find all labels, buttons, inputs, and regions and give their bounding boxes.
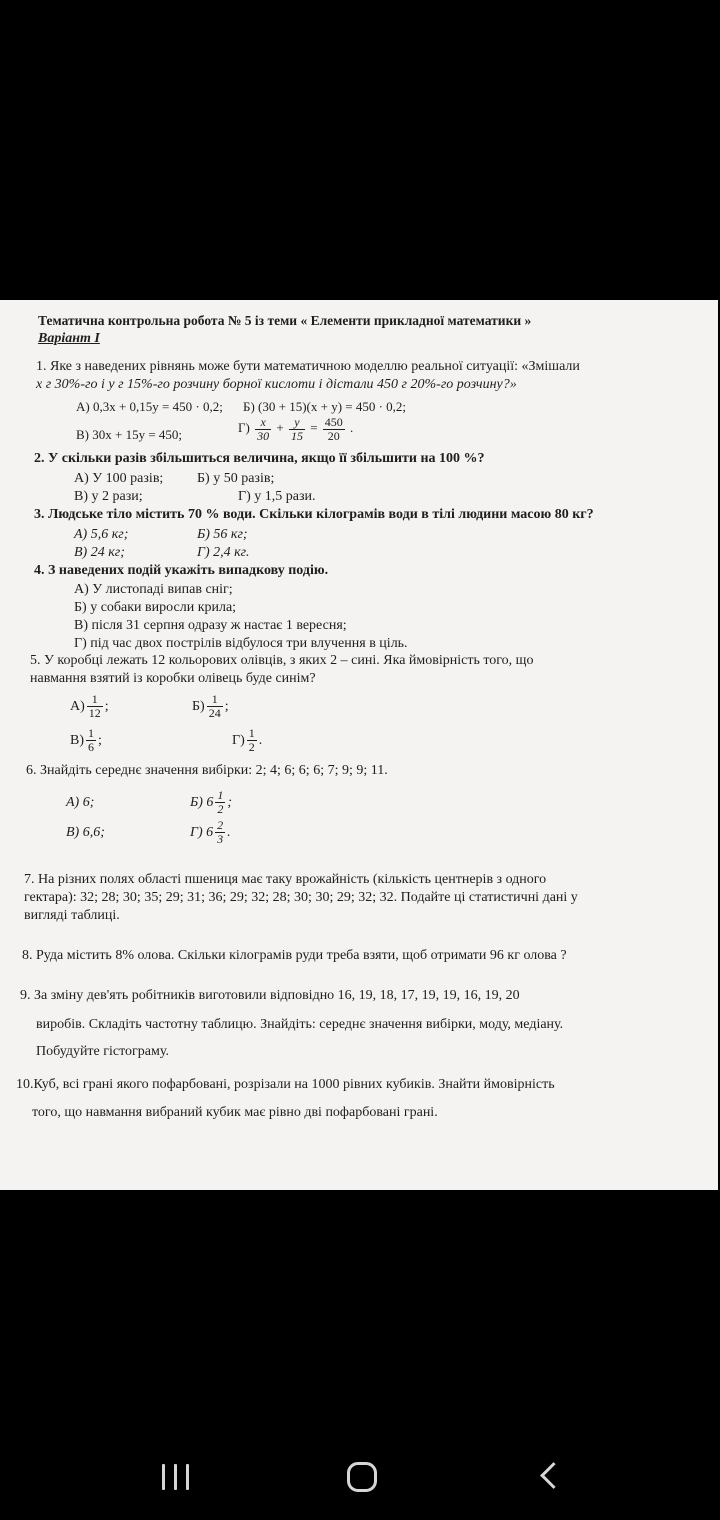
q5-g-fraction: $\frac{1}{2}$ — [248, 726, 255, 755]
q3-option-a: А) 5,6 кг; — [74, 527, 129, 542]
variant-label: Варіант І — [38, 331, 100, 346]
q5-option-b: Б) $\frac{1}{24}$ ; — [192, 692, 229, 721]
q9-text-line2: виробів. Складіть частотну таблицю. Знайдіть: середнє значення вибірки, моду, медіану. — [36, 1017, 564, 1032]
q2-text: 2. У скільки разів збільшиться величина, якщо її збільшити на 100 %? — [34, 451, 485, 466]
page-title: Тематична контрольна робота № 5 із теми « Елементи прикладної математики » — [38, 313, 532, 328]
q1-g-plus: + — [276, 420, 284, 435]
q5-option-a: А) $\frac{1}{12}$ ; — [70, 692, 109, 721]
q4-option-g: Г) під час двох пострілів відбулося три влучення в ціль. — [74, 636, 408, 651]
q1-g-fraction-2: $\frac{y}{15}$ — [290, 414, 303, 443]
q1-option-g — [238, 414, 353, 443]
q6-g-fraction: $\frac{2}{3}$ — [217, 818, 224, 847]
q6-text: 6. Знайдіть середнє значення вибірки: 2; 4; 6; 6; 6; 7; 9; 9; 11. — [26, 763, 388, 778]
q9-text-line1: 9. За зміну дев'ять робітників виготовили відповідно 16, 19, 18, 17, 19, 19, 16, 19, 20 — [20, 988, 520, 1003]
q5-a-fraction: $\frac{1}{12}$ — [88, 692, 101, 721]
q1-g-end: . — [350, 420, 354, 435]
q5-text-line2: навмання взятий із коробки олівець буде синім? — [30, 671, 316, 686]
q4-option-a: А) У листопаді випав сніг; — [74, 582, 233, 597]
q5-option-g: Г) $\frac{1}{2}$ . — [232, 726, 263, 755]
home-icon[interactable] — [344, 1456, 380, 1498]
q2-option-g: Г) у 1,5 рази. — [238, 489, 316, 504]
q6-option-g: Г) 6 $\frac{2}{3}$ . — [190, 818, 231, 847]
q9-text-line3: Побудуйте гістограму. — [36, 1044, 169, 1059]
q4-option-v: В) після 31 серпня одразу ж настає 1 вересня; — [74, 618, 347, 633]
q1-option-v: В) 30x + 15y = 450; — [76, 427, 183, 442]
q7-text-line2: гектара): 32; 28; 30; 35; 29; 31; 36; 29; 32; 28; 30; 30; 29; 32; 32. Подайте ці статистичні дані у — [24, 890, 578, 905]
q1-g-fraction-3: $\frac{450}{20}$ — [324, 414, 343, 443]
q5-option-v: В) $\frac{1}{6}$ ; — [70, 726, 102, 755]
q3-option-g: Г) 2,4 кг. — [197, 545, 250, 560]
q5-v-fraction: $\frac{1}{6}$ — [88, 726, 94, 755]
q1-g-fraction-1: $\frac{x}{30}$ — [257, 414, 270, 443]
q7-text-line1: 7. На різних полях області пшениця має таку врожайність (кількість центнерів з одного — [24, 872, 547, 887]
q4-option-b: Б) у собаки виросли крила; — [74, 600, 237, 615]
document-page — [0, 300, 718, 1190]
q1-text-line1: 1. Яке з наведених рівнянь може бути математичною моделлю реальної ситуації: «Змішали — [36, 359, 580, 374]
q6-option-a: А) 6; — [66, 795, 95, 810]
q10-text-line1: 10.Куб, всі грані якого пофарбовані, розрізали на 1000 рівних кубиків. Знайти ймовірність — [16, 1077, 555, 1092]
q2-option-b: Б) у 50 разів; — [197, 471, 275, 486]
q3-option-v: В) 24 кг; — [74, 545, 125, 560]
q6-b-fraction: $\frac{1}{2}$ — [217, 788, 224, 817]
q7-text-line3: вигляді таблиці. — [24, 908, 120, 923]
q8-text: 8. Руда містить 8% олова. Скільки кілограмів руди треба взяти, щоб отримати 96 кг олова ? — [22, 948, 567, 963]
recent-apps-icon[interactable] — [158, 1456, 194, 1498]
q3-text: 3. Людське тіло містить 70 % води. Скільки кілограмів води в тілі людини масою 80 кг? — [34, 507, 594, 522]
q6-option-v: В) 6,6; — [66, 825, 105, 840]
q5-b-fraction: $\frac{1}{24}$ — [208, 692, 221, 721]
q4-text: 4. З наведених подій укажіть випадкову подію. — [34, 563, 329, 578]
q1-g-label: Г) — [238, 420, 250, 435]
q1-g-equals: = — [310, 420, 318, 435]
q2-option-v: В) у 2 рази; — [74, 489, 143, 504]
q6-option-b: Б) 6 $\frac{1}{2}$ ; — [190, 788, 233, 817]
q3-option-b: Б) 56 кг; — [197, 527, 248, 542]
q1-option-b: Б) (30 + 15)(x + y) = 450 · 0,2; — [243, 399, 407, 414]
q1-text-line2: x г 30%-го і y г 15%-го розчину борної кислоти і дістали 450 г 20%-го розчину?» — [36, 377, 517, 392]
q2-option-a: А) У 100 разів; — [74, 471, 164, 486]
q1-option-a: А) 0,3x + 0,15y = 450 · 0,2; — [76, 399, 223, 414]
q10-text-line2: того, що навмання вибраний кубик має рівно дві пофарбовані грані. — [32, 1105, 438, 1120]
back-icon[interactable] — [532, 1456, 568, 1498]
q5-text-line1: 5. У коробці лежать 12 кольорових олівців, з яких 2 – сині. Яка ймовірність того, що — [30, 653, 534, 668]
